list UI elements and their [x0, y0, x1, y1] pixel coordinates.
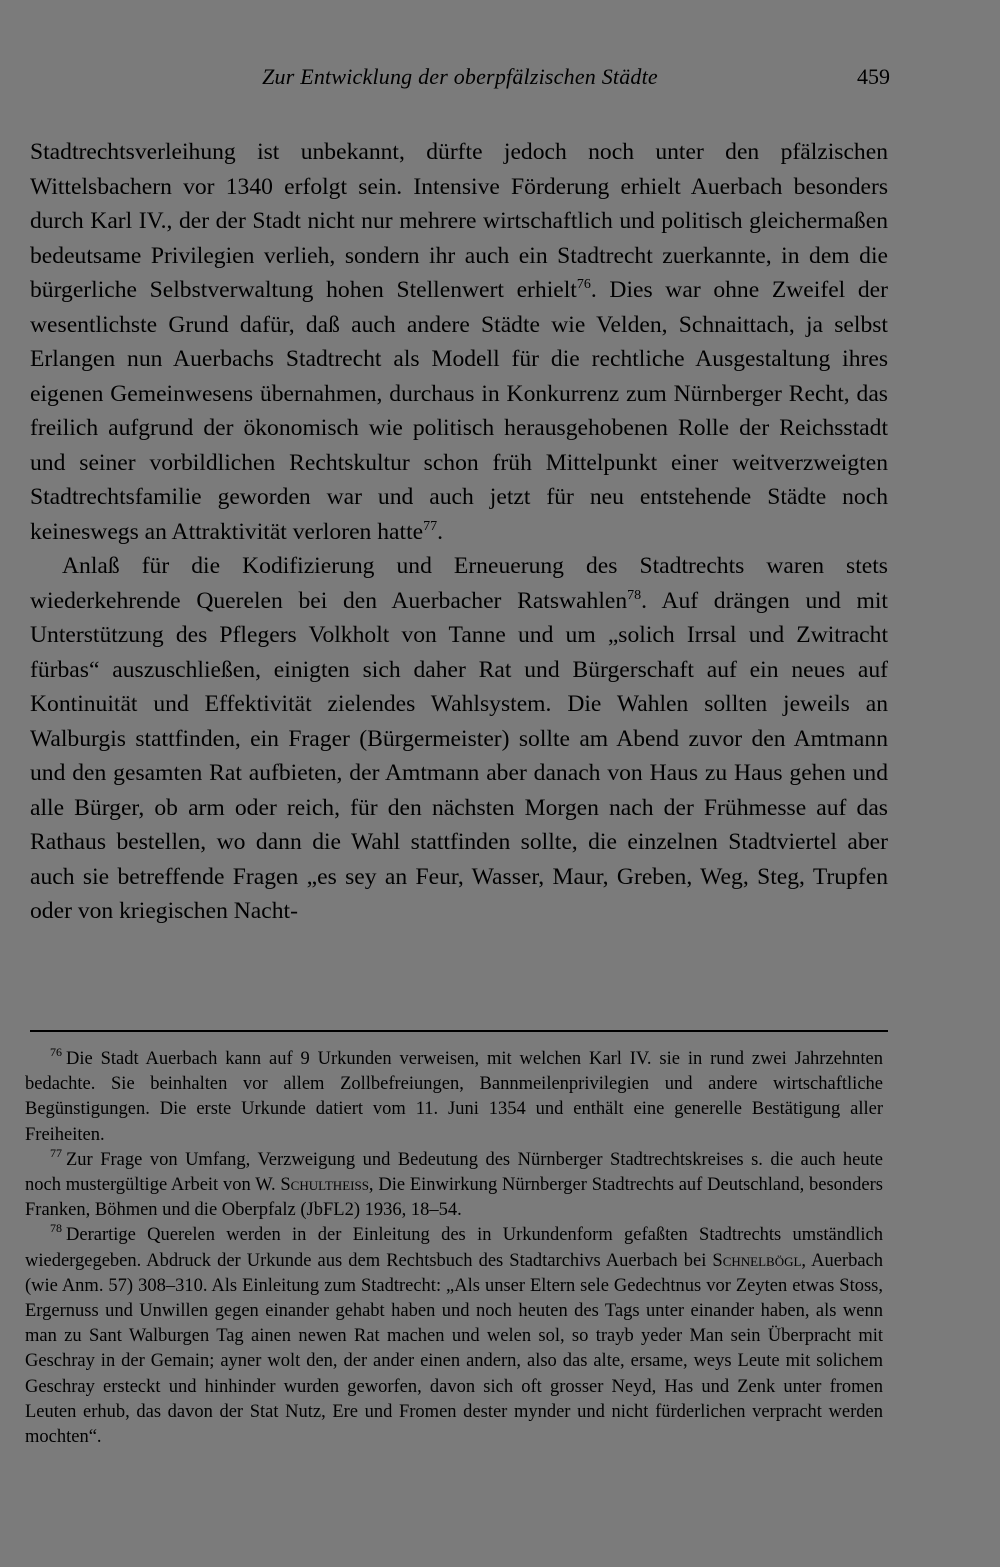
footnote-text: Derartige Querelen werden in der Einleitung des in Urkundenform gefaßten Stadtrechts umständlich wiedergegeben. Abdruck der Urkunde aus dem Rechtsbuch des Stadtarchivs Auerbach bei [25, 1225, 883, 1271]
cited-author: Schultheiss [280, 1175, 369, 1196]
footnote-76 [25, 1047, 883, 1148]
footnote-text: Zur Frage von Umfang, Verzweigung und Bedeutung des Nürnberger Stadtrechtskreises s. die auch heute noch mustergültige Arbeit von W. [25, 1149, 883, 1196]
footnote-78 [25, 1223, 883, 1450]
cited-author: Schnelbögl [712, 1250, 802, 1271]
footnote-ref-76: 76 [576, 277, 591, 292]
footnote-ref-77: 77 [423, 518, 438, 534]
footnote-ref-78: 78 [627, 587, 642, 603]
footnote-number: 76 [50, 1045, 62, 1059]
footnotes [25, 1047, 883, 1450]
paragraph-1-text-c: . [437, 518, 444, 545]
running-title: Zur Entwicklung der oberpfälzischen Städte [262, 64, 658, 89]
page-number: 459 [857, 64, 890, 89]
footnote-text: Die Stadt Auerbach kann auf 9 Urkunden verweisen, mit welchen Karl IV. sie in rund zwei Jahrzehnten bedachte. Sie beinhalten vor allem Zollbefreiungen, Bannmeilenprivilegien und andere wirtschaftliche Begünstigungen. Die erste Urkunde datiert vom 11. Juni 1354 und enthält eine generelle Bestätigung aller Freiheiten. [25, 1049, 883, 1145]
paragraph-1-text-b: . Dies war ohne Zweifel der wesentlichste Grund dafür, daß auch andere Städte wie Velden, Schnaittach, ja selbst Erlangen nun Auerbachs Stadtrecht als Modell für die rechtliche Ausgestaltung ihres eigenen Gemeinwesens übernahmen, durchaus in Konkurrenz zum Nürnberger Recht, das freilich aufgrund der ökonomisch wie politisch herausgehobenen Rolle der Reichsstadt und seiner vorbildlichen Rechtskultur schon früh Mittelpunkt einer weitverzweigten Stadtrechtsfamilie geworden war und auch jetzt für neu entstehende Städte noch keineswegs an Attraktivität verloren hatte [30, 277, 889, 545]
footnote-separator [30, 1030, 888, 1032]
footnote-number: 78 [50, 1221, 62, 1236]
paragraph-2 [30, 549, 888, 929]
footnote-text-cont: , Auerbach (wie Anm. 57) 308–310. Als Einleitung zum Stadtrecht: „Als unser Eltern sele Gedechtnus vor Zeyten etwas Stoss, Ergernuss und Unwillen gegen einander gehabt haben und noch heuten des Tags unter einander haben, als wenn man zu Sant Walburgen Tag ainen newen Rat machen und welen sol, so trayb yeder Man sein Überpracht mit Geschray in der Gemain; ayner wolt den, der ander einen andern, also das alte, ersame, weys Leute mit solichem Geschray ersteckt und hinhinder wurden geworfen, davon sich oft grosser Neyd, Has und Zenk unter fromen Leuten erhub, das davon der Stat Nutz, Ere und Fromen dester mynder und nicht fürderlichen verpracht werden mochten“. [25, 1250, 883, 1448]
paragraph-2-text-a: Anlaß für die Kodifizierung und Erneuerung des Stadtrechts waren stets wiederkehrende Querelen bei den Auerbacher Ratswahlen [30, 553, 888, 614]
main-text [30, 135, 888, 929]
paragraph-1-text-a: Stadtrechtsverleihung ist unbekannt, dürfte jedoch noch unter den pfälzischen Wittelsbachern vor 1340 erfolgt sein. Intensive Förderung erhielt Auerbach besonders durch Karl IV., der der Stadt nicht nur mehrere wirtschaftlich und politisch gleichermaßen bedeutsame Privilegien verlieh, sondern ihr auch ein Stadtrecht zuerkannte, in dem die bürgerliche Selbstverwaltung hohen Stellenwert erhielt [30, 139, 888, 303]
footnote-number: 77 [50, 1145, 62, 1160]
paragraph-1 [30, 135, 888, 549]
footnote-77 [25, 1145, 883, 1224]
footnote-text-cont: , Die Einwirkung Nürnberger Stadtrechts auf Deutschland, besonders Franken, Böhmen und die Oberpfalz (JbFL2) 1936, 18–54. [25, 1175, 883, 1221]
paragraph-2-text-b: . Auf drängen und mit Unterstützung des Pflegers Volkholt von Tanne und um „solich Irrsal und Zwitracht fürbas“ auszuschließen, einigten sich daher Rat und Bürgerschaft auf ein neues auf Kontinuität und Effektivität zielendes Wahlsystem. Die Wahlen sollten jeweils an Walburgis stattfinden, ein Frager (Bürgermeister) sollte am Abend zuvor den Amtmann und den gesamten Rat aufbieten, der Amtmann aber danach von Haus zu Haus gehen und alle Bürger, ob arm oder reich, für den nächsten Morgen nach der Frühmesse auf das Rathaus bestellen, wo dann die Wahl stattfinden sollte, die einzelnen Stadtviertel aber auch sie betreffende Fragen „es sey an Feur, Wasser, Maur, Greben, Weg, Steg, Trupfen oder von kriegischen Nacht- [30, 587, 888, 924]
page-header [30, 64, 890, 104]
